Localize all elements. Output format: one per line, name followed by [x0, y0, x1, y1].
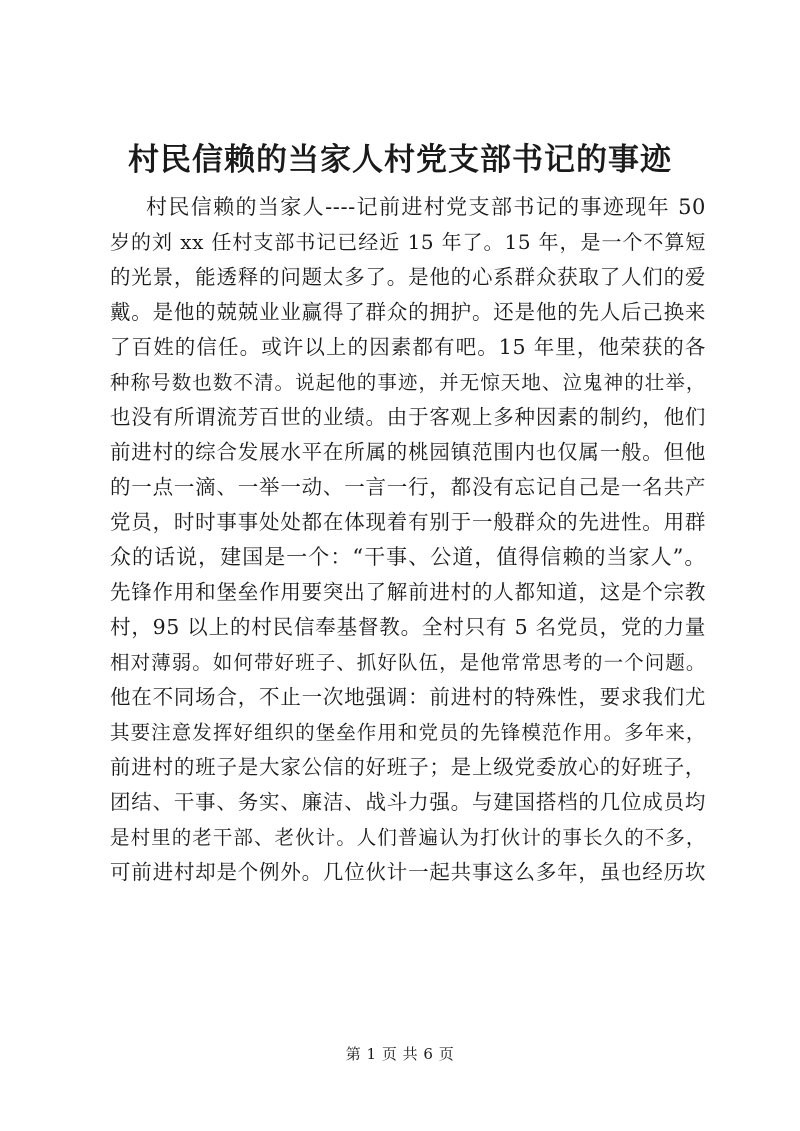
document-body	[110, 190, 706, 890]
document-title: 村民信赖的当家人村党支部书记的事迹	[128, 142, 672, 178]
body-line: 相对薄弱。如何带好班子、抓好队伍，是他常常思考的一个问题。	[110, 651, 706, 674]
body-line: 岁的刘 xx 任村支部书记已经近 15 年了。15 年，是一个不算短	[110, 230, 706, 254]
body-line: 其要注意发挥好组织的堡垒作用和党员的先锋模范作用。多年来，	[110, 721, 706, 744]
body-line: 团结、干事、务实、廉洁、战斗力强。与建国搭档的几位成员均	[110, 790, 706, 814]
body-line: 种称号数也数不清。说起他的事迹，并无惊天地、泣鬼神的壮举，	[110, 371, 706, 394]
body-line: 可前进村却是个例外。几位伙计一起共事这么多年，虽也经历坎	[110, 860, 706, 884]
body-line: 众的话说，建国是一个：“干事、公道，值得信赖的当家人”。	[110, 545, 706, 569]
body-line: 是村里的老干部、老伙计。人们普遍认为打伙计的事长久的不多，	[110, 826, 706, 849]
body-line: 了百姓的信任。或许以上的因素都有吧。15 年里，他荣获的各	[110, 335, 706, 359]
body-line: 他在不同场合，不止一次地强调：前进村的特殊性，要求我们尤	[110, 685, 706, 709]
body-line: 的一点一滴、一举一动、一言一行，都没有忘记自己是一名共产	[110, 475, 706, 499]
body-line: 村，95 以上的村民信奉基督教。全村只有 5 名党员，党的力量	[110, 615, 706, 639]
page-number-footer: 第 1 页 共 6 页	[345, 1045, 455, 1063]
body-line: 先锋作用和堡垒作用要突出了解前进村的人都知道，这是个宗教	[110, 580, 706, 604]
body-line: 前进村的综合发展水平在所属的桃园镇范围内也仅属一般。但他	[110, 440, 706, 464]
body-line: 的光景，能透释的问题太多了。是他的心系群众获取了人们的爱	[110, 265, 706, 289]
body-line: 也没有所谓流芳百世的业绩。由于客观上多种因素的制约，他们	[110, 405, 706, 429]
body-line: 前进村的班子是大家公信的好班子；是上级党委放心的好班子，	[110, 755, 706, 779]
body-line: 戴。是他的兢兢业业赢得了群众的拥护。还是他的先人后己换来	[110, 300, 706, 324]
body-line: 党员，时时事事处处都在体现着有别于一般群众的先进性。用群	[110, 510, 706, 534]
body-line: 村民信赖的当家人----记前进村党支部书记的事迹现年 50	[146, 195, 706, 219]
